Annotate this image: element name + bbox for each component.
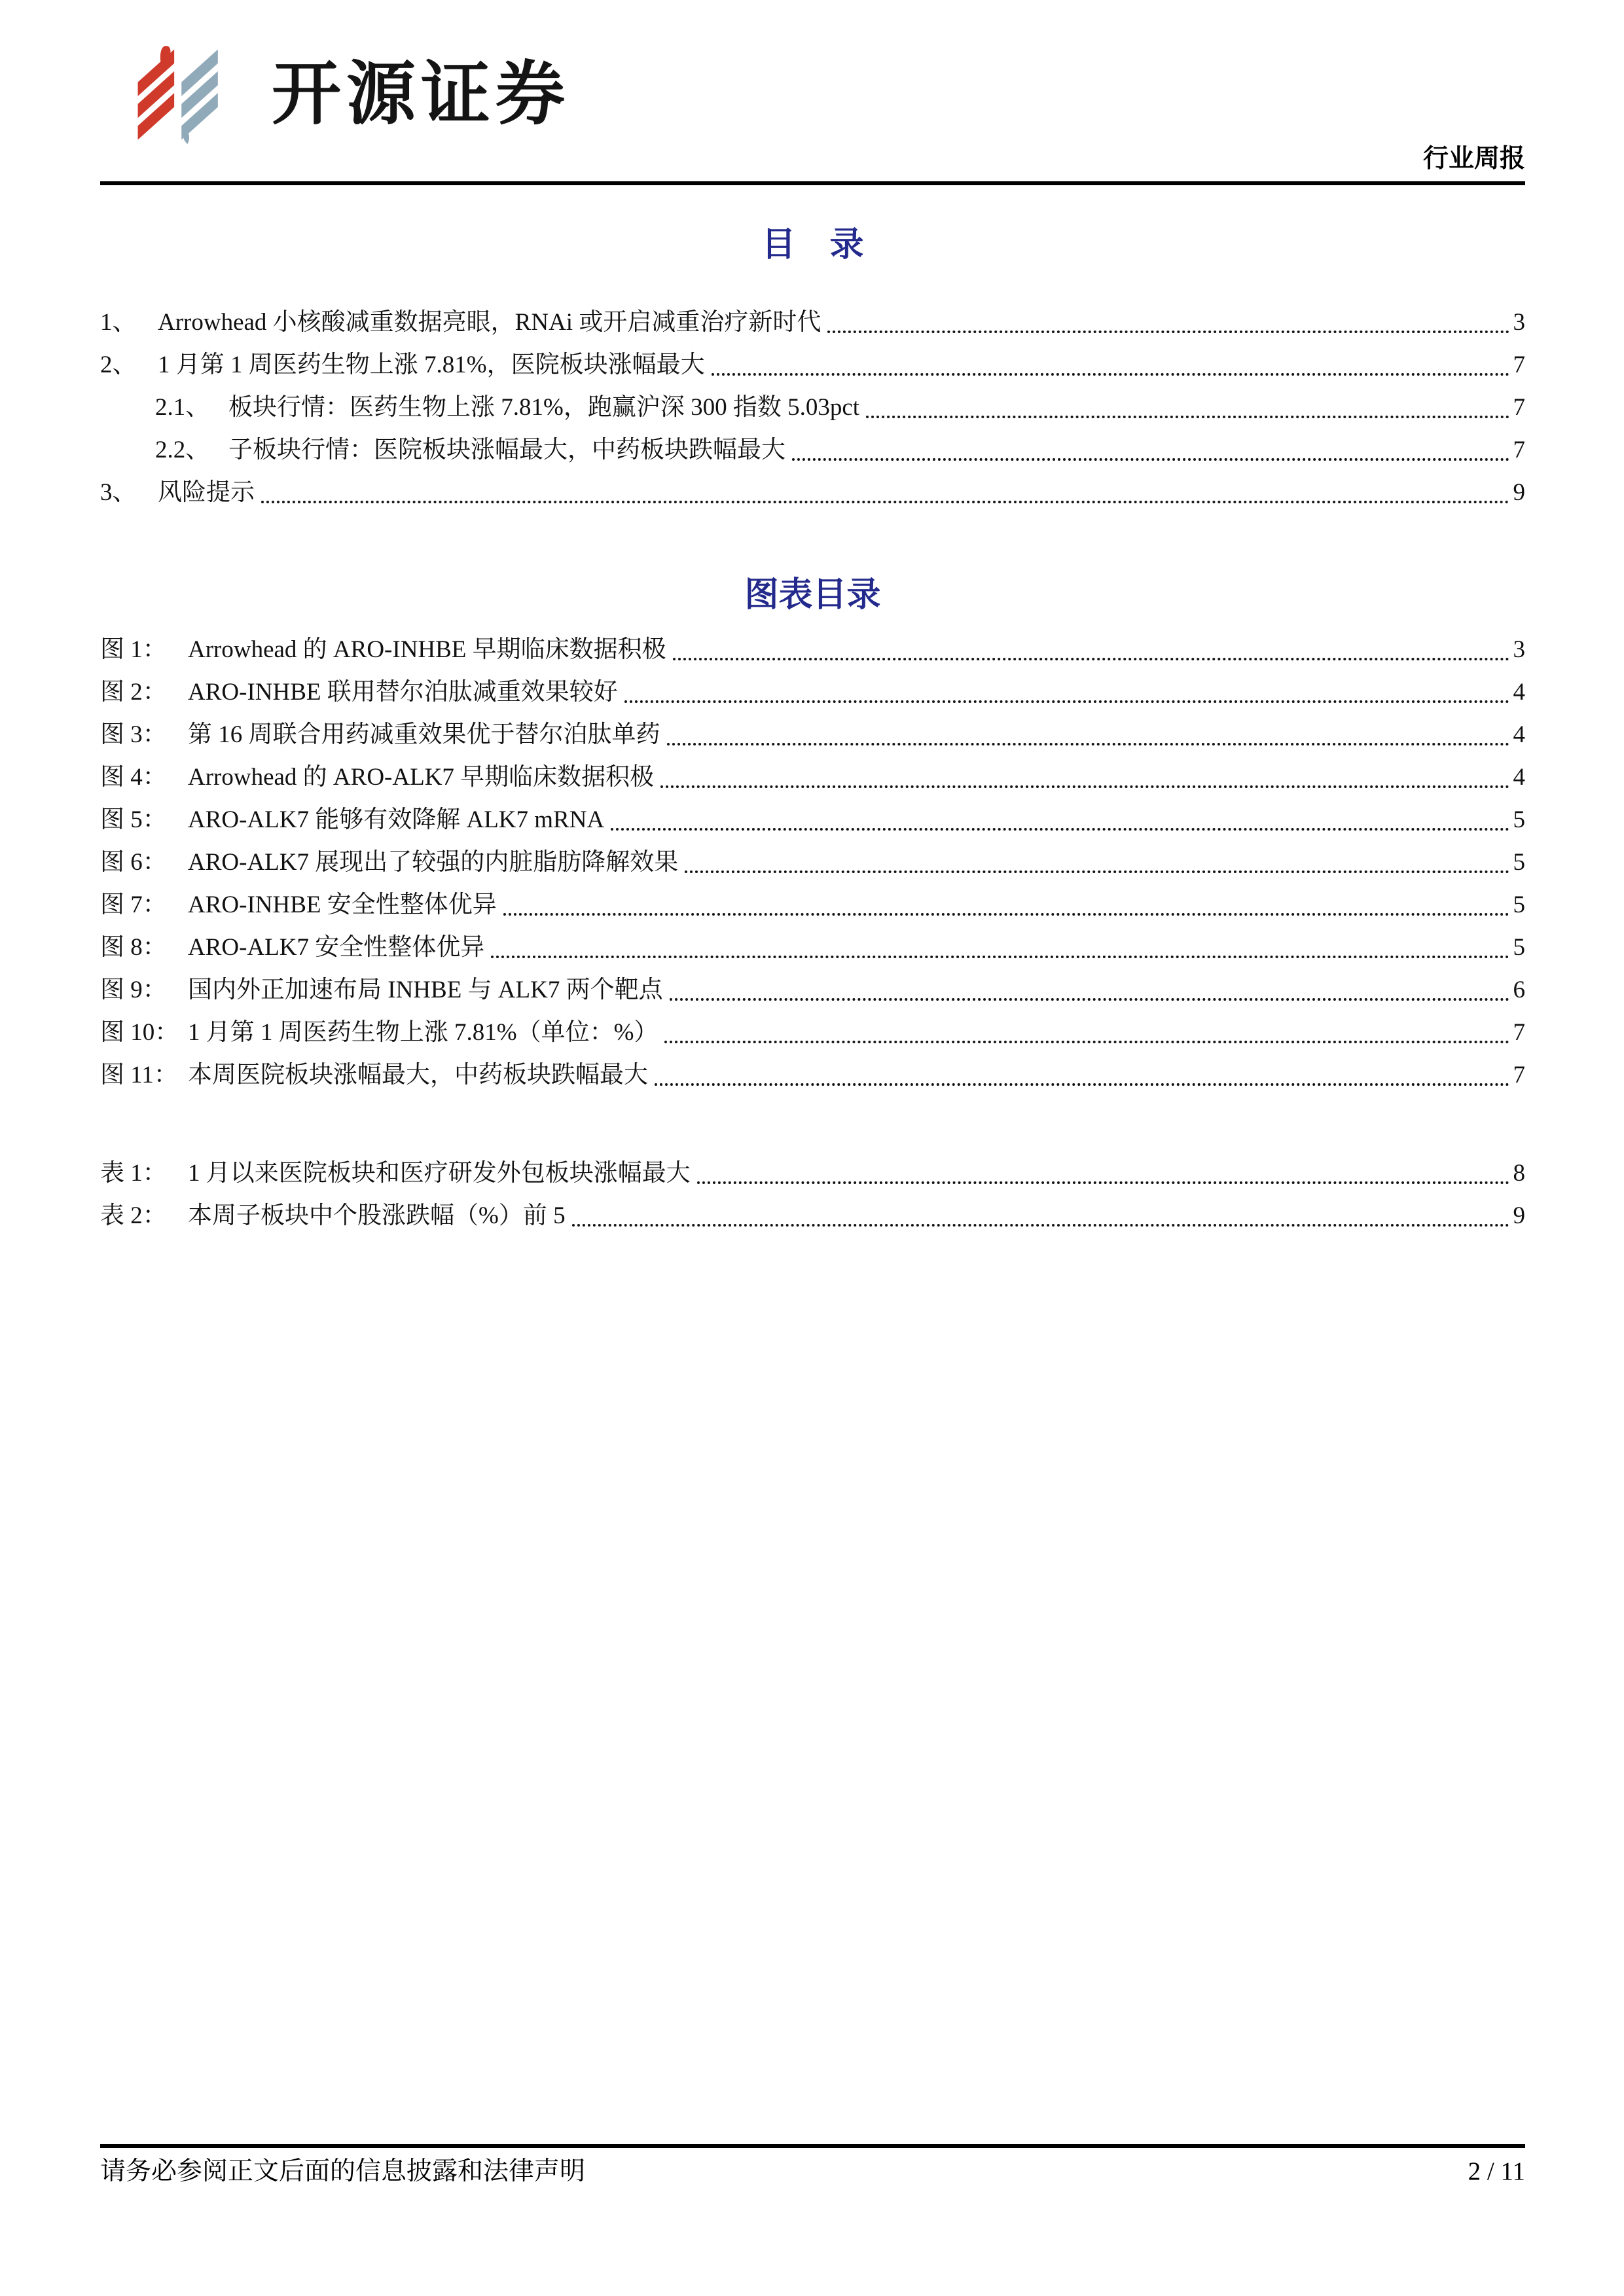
toc-entry-number: 图 11：	[100, 1062, 178, 1088]
toc-entry-number: 图 5：	[100, 806, 167, 833]
toc-entry-page: 4	[1513, 721, 1525, 748]
toc-entry-page: 4	[1513, 679, 1525, 706]
toc-entry[interactable]	[100, 1054, 1525, 1096]
dot-leader-icon	[685, 870, 1509, 873]
toc-entry-label: 第 16 周联合用药减重效果优于替尔泊肽单药	[188, 721, 660, 748]
toc-entry-number: 表 2：	[100, 1202, 167, 1229]
dot-leader-icon	[667, 743, 1509, 745]
dot-leader-icon	[866, 416, 1509, 418]
toc-entry[interactable]	[100, 969, 1525, 1011]
content-area	[100, 226, 1525, 1237]
toc-entry-page: 7	[1513, 1062, 1525, 1088]
logo-leaf-blue-icon	[181, 49, 218, 144]
toc-entry-page: 9	[1513, 479, 1525, 506]
toc-entry-number: 图 2：	[100, 679, 167, 706]
toc-entry[interactable]	[100, 1011, 1525, 1054]
toc-entry-label: ARO-INHBE 安全性整体优异	[188, 891, 497, 918]
figures-toc-title: 图表目录	[744, 577, 881, 614]
toc-entry[interactable]	[100, 1194, 1525, 1237]
report-type-label: 行业周报	[1422, 145, 1525, 173]
toc-entry-page: 5	[1513, 891, 1525, 918]
dot-leader-icon	[712, 373, 1509, 376]
toc-entry[interactable]	[100, 713, 1525, 756]
dot-leader-icon	[503, 913, 1509, 916]
toc-entry-label: 1 月以来医院板块和医疗研发外包板块涨幅最大	[188, 1160, 691, 1187]
brand-logo-icon	[134, 45, 249, 145]
toc-entry-number: 图 9：	[100, 977, 167, 1003]
toc-entry-label: 1 月第 1 周医药生物上涨 7.81%，医院板块涨幅最大	[158, 351, 705, 378]
toc-entry[interactable]	[100, 798, 1525, 841]
toc-entry-number: 2、	[100, 351, 137, 378]
toc-entry-page: 3	[1513, 309, 1525, 336]
toc-entry-number: 图 8：	[100, 934, 167, 961]
toc-entry-page: 7	[1513, 351, 1525, 378]
toc-entry-number: 图 7：	[100, 891, 167, 918]
tables-list	[100, 1152, 1525, 1237]
dot-leader-icon	[827, 331, 1509, 333]
toc-entry[interactable]	[100, 301, 1525, 344]
toc-entry-page: 8	[1513, 1160, 1525, 1187]
toc-entry-number: 图 3：	[100, 721, 167, 748]
logo-leaf-red-icon	[138, 46, 175, 139]
toc-entry[interactable]	[100, 429, 1525, 471]
toc-entry-number: 图 1：	[100, 636, 167, 663]
toc-entry-label: Arrowhead 小核酸减重数据亮眼，RNAi 或开启减重治疗新时代	[158, 309, 821, 336]
dot-leader-icon	[660, 785, 1509, 788]
toc-entry[interactable]	[100, 884, 1525, 926]
toc-entry-label: 板块行情：医药生物上涨 7.81%，跑赢沪深 300 指数 5.03pct	[228, 394, 860, 421]
toc-entry-label: ARO-ALK7 能够有效降解 ALK7 mRNA	[188, 806, 605, 833]
toc-entry-label: 国内外正加速布局 INHBE 与 ALK7 两个靶点	[188, 977, 663, 1003]
toc-title: 目 录	[761, 226, 864, 264]
toc-entry-label: ARO-ALK7 安全性整体优异	[188, 934, 485, 961]
toc-entry-page: 3	[1513, 636, 1525, 663]
toc-entry[interactable]	[100, 841, 1525, 884]
toc-entry-page: 5	[1513, 934, 1525, 961]
dot-leader-icon	[670, 998, 1509, 1001]
toc-entry-number: 图 4：	[100, 764, 167, 791]
toc-entry[interactable]	[100, 756, 1525, 798]
toc-entry[interactable]	[100, 628, 1525, 671]
toc-entry-number: 图 10：	[100, 1019, 179, 1046]
toc-entry-label: 风险提示	[158, 479, 255, 506]
toc-entry-number: 2.1、	[155, 394, 210, 421]
dot-leader-icon	[673, 658, 1509, 660]
toc-entry-label: 1 月第 1 周医药生物上涨 7.81%（单位：%）	[188, 1019, 659, 1046]
footer-page-number: 2 / 11	[1468, 2157, 1525, 2185]
toc-entry-label: 子板块行情：医院板块涨幅最大，中药板块跌幅最大	[228, 437, 785, 463]
dot-leader-icon	[792, 458, 1509, 461]
toc-entry-label: Arrowhead 的 ARO-INHBE 早期临床数据积极	[188, 636, 666, 663]
toc-entry-label: ARO-INHBE 联用替尔泊肽减重效果较好	[188, 679, 618, 706]
footer	[100, 2153, 1525, 2190]
dot-leader-icon	[261, 501, 1509, 503]
dot-leader-icon	[697, 1181, 1509, 1184]
toc-entry[interactable]	[100, 471, 1525, 514]
toc-entry-page: 9	[1513, 1202, 1525, 1229]
toc-entry[interactable]	[100, 926, 1525, 969]
header-divider	[100, 181, 1525, 185]
toc-entry-page: 6	[1513, 977, 1525, 1003]
toc-entry-number: 图 6：	[100, 849, 167, 876]
dot-leader-icon	[572, 1224, 1509, 1227]
toc-entry-page: 7	[1513, 394, 1525, 421]
toc-entry[interactable]	[100, 1152, 1525, 1194]
toc-entry[interactable]	[100, 386, 1525, 429]
figures-list	[100, 628, 1525, 1096]
toc-entry-page: 7	[1513, 437, 1525, 463]
toc-entry-number: 表 1：	[100, 1160, 167, 1187]
toc-entry-number: 1、	[100, 309, 137, 336]
toc-entry[interactable]	[100, 671, 1525, 713]
toc-entry-page: 5	[1513, 849, 1525, 876]
dot-leader-icon	[611, 828, 1509, 831]
dot-leader-icon	[624, 700, 1509, 703]
dot-leader-icon	[664, 1041, 1509, 1043]
toc-entry-number: 2.2、	[155, 437, 210, 463]
toc-entry-label: Arrowhead 的 ARO-ALK7 早期临床数据积极	[188, 764, 655, 791]
toc-entry-label: ARO-ALK7 展现出了较强的内脏脂肪降解效果	[188, 849, 679, 876]
toc-entry[interactable]	[100, 344, 1525, 386]
toc-entry-page: 4	[1513, 764, 1525, 791]
footer-divider	[100, 2144, 1525, 2148]
brand-logo	[134, 45, 570, 144]
toc-entry-label: 本周医院板块涨幅最大，中药板块跌幅最大	[188, 1062, 648, 1088]
toc-entry-page: 7	[1513, 1019, 1525, 1046]
brand-name: 开源证券	[272, 56, 570, 133]
dot-leader-icon	[655, 1083, 1509, 1086]
toc-entry-number: 3、	[100, 479, 137, 506]
dot-leader-icon	[491, 956, 1509, 958]
toc-list	[100, 301, 1525, 514]
toc-entry-label: 本周子板块中个股涨跌幅（%）前 5	[188, 1202, 566, 1229]
toc-entry-page: 5	[1513, 806, 1525, 833]
footer-disclaimer: 请务必参阅正文后面的信息披露和法律声明	[100, 2157, 586, 2185]
